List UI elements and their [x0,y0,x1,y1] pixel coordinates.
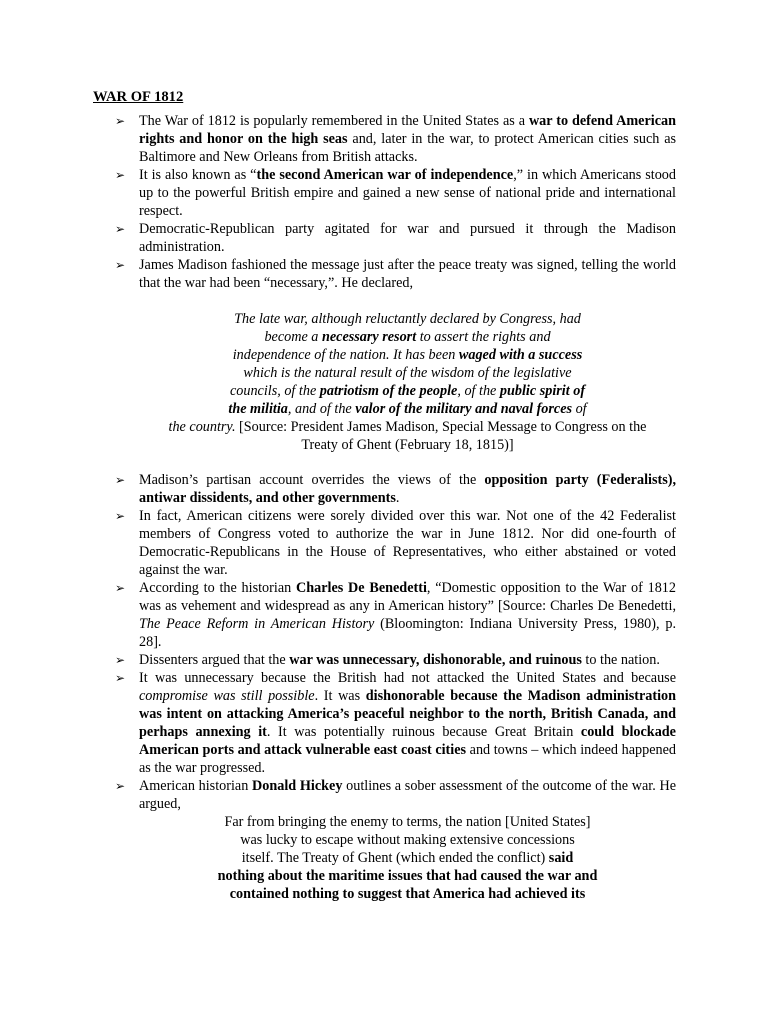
text: The War of 1812 is popularly remembered in the United States as a [139,113,529,129]
emphasis: war to defend American rights and honor on the high seas [139,113,676,147]
page-title: WAR OF 1812 [93,89,184,105]
quote-emphasis: the militia [228,401,288,417]
bullet-democratic-republican [93,220,676,256]
quote-text: of [572,401,587,417]
text: James Madison fashioned the message just after the peace treaty was signed, telling the world that the war had been “necessary,”. He declared, [139,257,676,291]
emphasis: could blockade American ports and attack vulnerable east coast cities [139,724,676,758]
bullet-madison-message [93,256,676,292]
text: and towns – which indeed happened as the war progressed. [139,742,676,776]
quote-text: the country. [168,419,236,435]
quote-text: , of the [457,383,500,399]
text: It is also known as “ [139,167,257,183]
text: It was unnecessary because the British had not attacked the United States and because [139,670,676,686]
quote-text: councils, of the [229,383,320,399]
quote-text: The late war, although reluctantly declared by Congress, had [234,311,581,327]
emphasis: Donald Hickey [252,778,343,794]
quote-emphasis: public spirit of [499,383,586,399]
text: . It was [314,688,366,704]
quote-text: which is the natural result of the wisdom of the legislative [243,365,572,381]
emphasis: Charles De Benedetti [295,580,427,596]
italic-text: compromise was still possible [139,688,315,704]
bullet-dissenters [93,651,676,669]
quote-text: , and of the [287,401,356,417]
hickey-quote [139,813,676,903]
quote-emphasis: contained nothing to suggest that America had achieved its [229,886,586,902]
madison-quote [139,310,676,454]
bullet-list-2 [93,471,676,813]
bullet-divided-citizens [93,507,676,579]
bullet-hickey [93,777,676,813]
quote-text: become a [264,329,322,345]
text: Madison’s partisan account overrides the views of the [139,472,485,488]
text: Dissenters argued that the [139,652,290,668]
bullet-unnecessary [93,669,676,777]
text: to the nation. [581,652,660,668]
quote-text: Far from bringing the enemy to terms, the nation [United States] [224,814,591,830]
emphasis: dishonorable because the Madison administration was intent on attacking America’s peaceful neighbor to the north, British Canada, and perhaps annexing it [139,688,677,740]
text: outlines a sober assessment of the outcome of the war. He argued, [139,778,677,812]
quote-emphasis: necessary resort [321,329,417,345]
quote-text: to assert the rights and [416,329,551,345]
text: Democratic-Republican party agitated for war and pursued it through the Madison administration. [139,221,676,255]
bullet-de-benedetti [93,579,676,651]
bullet-second-war [93,166,676,220]
bullet-popular-memory [93,112,676,166]
emphasis: the second American war of independence [256,167,514,183]
quote-source: [Source: President James Madison, Special Message to Congress on the [235,419,647,435]
text: , “Domestic opposition to the War of 1812 was as vehement and widespread as any in American history” [Source: Charles De Benedetti, [139,580,676,614]
book-title: The Peace Reform in American History [139,616,375,632]
quote-text: independence of the nation. It has been [232,347,459,363]
emphasis: opposition party (Federalists), antiwar dissidents, and other governments [139,472,676,506]
text: . [395,490,400,506]
quote-source: Treaty of Ghent (February 18, 1815)] [301,437,514,453]
quote-text: was lucky to escape without making extensive concessions [240,832,575,848]
bullet-partisan-account [93,471,676,507]
text: . It was potentially ruinous because Great Britain [266,724,581,740]
text: and, later in the war, to protect American cities such as Baltimore and New Orleans from British attacks. [139,131,677,165]
quote-text: itself. The Treaty of Ghent (which ended the conflict) [241,850,549,866]
text: According to the historian [139,580,296,596]
quote-emphasis: patriotism of the people [319,383,458,399]
text: In fact, American citizens were sorely divided over this war. Not one of the 42 Federalist members of Congress voted to authorize the war in June 1812. Nor did one-fourth of Democratic-Republicans in the House of Representatives, who either abstained or voted against the war. [139,508,676,578]
bullet-list [93,112,676,292]
quote-emphasis: nothing about the maritime issues that had caused the war and [217,868,598,884]
quote-emphasis: said [548,850,574,866]
text: American historian [139,778,253,794]
text: ,” in which Americans stood up to the powerful British empire and gained a new sense of national pride and international respect. [139,167,676,219]
quote-emphasis: valor of the military and naval forces [355,401,573,417]
text: (Bloomington: Indiana University Press, 1980), p. 28]. [139,616,676,650]
quote-emphasis: waged with a success [458,347,583,363]
emphasis: war was unnecessary, dishonorable, and ruinous [289,652,582,668]
